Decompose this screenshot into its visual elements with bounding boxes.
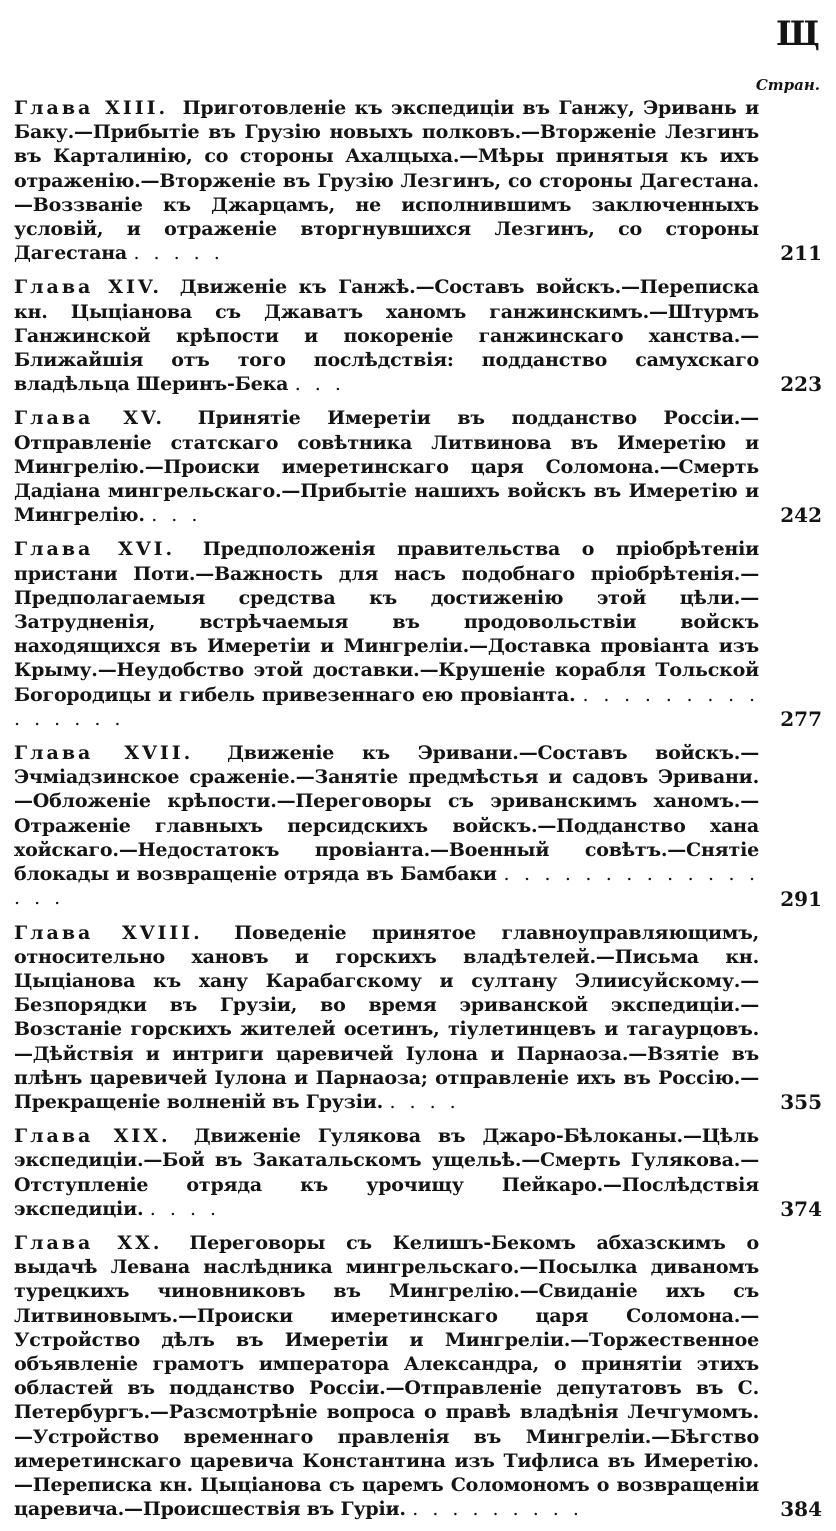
leader-dots: . . . . . . . . . xyxy=(412,1498,583,1521)
entry-text xyxy=(14,406,759,527)
leader-dots: . . . . . xyxy=(133,242,224,265)
chapter-summary: Движеніе къ Эривани.—Составъ войскъ.—Эчміадзинское сраженіе.—Занятіе предмѣстья и садовъ Эривани.—Обложеніе крѣпости.—Переговоры съ эриванскимъ ханомъ.—Отраженіе главныхъ персидскихъ войскъ.—Подданство хана хойскаго.—Недостатокъ провіанта.—Военный совѣтъ.—Снятіе блокады и возвращеніе отряда въ Бамбаки xyxy=(14,742,760,886)
toc-entry xyxy=(14,537,826,731)
chapter-summary: Движеніе къ Ганжѣ.—Составъ войскъ.—Переписка кн. Цыціанова съ Джаватъ ханомъ ганжинскимъ.—Штурмъ Ганжинской крѣпости и покореніе ганжинскаго ханства.—Ближайшія отъ того послѣдствія: подданство самухскаго владѣльца Шеринъ-Бека xyxy=(14,276,760,396)
chapter-label: Глава XIV. xyxy=(14,276,162,299)
chapter-label: Глава XX. xyxy=(14,1231,163,1254)
chapter-summary: Приготовленіе къ экспедиціи въ Ганжу, Эривань и Баку.—Прибытіе въ Грузію новыхъ полковъ.—Вторженіе Лезгинъ въ Карталинію, со стороны Ахалцыха.—Мѣры принятыя къ ихъ отраженію.—Вторженіе въ Грузію Лезгинъ, со стороны Дагестана.—Воззваніе къ Джарцамъ, не исполнившимъ заключенныхъ условій, и отраженіе вторгнувшихся Лезгинъ, со стороны Дагестана xyxy=(14,97,759,265)
page-ref: 242 xyxy=(780,503,822,528)
page-ref: 211 xyxy=(780,241,822,266)
toc-entry xyxy=(14,406,826,527)
leader-dots: . . . . xyxy=(389,1090,460,1113)
page-ref: 223 xyxy=(780,372,822,397)
page-ref: 355 xyxy=(780,1090,822,1115)
entry-text xyxy=(14,921,759,1115)
entry-text xyxy=(14,1124,759,1221)
page-number: Щ xyxy=(776,14,818,54)
page-column-heading: Стран. xyxy=(755,76,820,94)
toc-entry xyxy=(14,921,826,1115)
chapter-summary: Предположенія правительства о пріобрѣтеніи пристани Поти.—Важность для насъ подобнаго пріобрѣтенія.—Предполагаемыя средства къ достиженію этой цѣли.—Затрудненія, встрѣчаемыя въ продовольствіи войскъ находящихся въ Имеретіи и Мингреліи.—Доставка провіанта изъ Крыму.—Неудобство этой доставки.—Крушеніе корабля Тольской Богородицы и гибель привезеннаго ею провіанта. xyxy=(14,538,759,706)
page-ref: 277 xyxy=(780,707,822,732)
entry-text xyxy=(14,741,759,910)
chapter-summary: Движеніе Гулякова въ Джаро-Бѣлоканы.—Цѣль экспедиціи.—Бой въ Закатальскомъ ущельѣ.—Смерть Гулякова.—Отступленіе отряда къ урочищу Пейкаро.—Послѣдствія экспедиціи. xyxy=(14,1125,759,1220)
chapter-label: Глава XVIII. xyxy=(14,921,203,944)
leader-dots: . . . . xyxy=(149,1197,221,1220)
entry-text xyxy=(14,96,759,265)
chapter-label: Глава XVI. xyxy=(14,538,176,561)
leader-dots: . . . . . . . . . . . . . . . xyxy=(14,683,759,730)
leader-dots: . . . xyxy=(294,373,345,396)
entry-text xyxy=(14,1231,759,1521)
entry-text xyxy=(14,275,759,396)
page-ref: 384 xyxy=(780,1497,822,1522)
page-ref: 374 xyxy=(780,1196,822,1221)
toc-entry xyxy=(14,275,826,396)
table-of-contents xyxy=(14,96,826,1531)
leader-dots: . . . xyxy=(151,504,202,527)
toc-entry xyxy=(14,1124,826,1221)
chapter-label: Глава XV. xyxy=(14,407,166,430)
chapter-summary: Поведеніе принятое главноуправляющимъ, относительно хановъ и горскихъ владѣтелей.—Письма кн. Цыціанова къ хану Карабагскому и султану Элиисуйскому.—Безпорядки въ Грузіи, во время эриванской экспедиціи.—Возстаніе горскихъ жителей осетинъ, тіулетинцевъ и тагаурцовъ.—Дѣйствія и интриги царевичей Іулона и Парнаоза.—Взятіе въ плѣнъ царевичей Іулона и Парнаоза; отправленіе ихъ въ Россію.—Прекращеніе волненій въ Грузіи. xyxy=(14,921,759,1113)
chapter-label: Глава XIII. xyxy=(14,97,169,119)
page-ref: 291 xyxy=(780,886,822,911)
chapter-label: Глава XVII. xyxy=(14,742,194,765)
toc-entry xyxy=(14,96,826,265)
toc-entry xyxy=(14,1231,826,1521)
chapter-summary: Принятіе Имеретіи въ подданство Россіи.—Отправленіе статскаго совѣтника Литвинова въ Имеретію и Мингрелію.—Происки имеретинскаго царя Соломона.—Смерть Дадіана мингрельскаго.—Прибытіе нашихъ войскъ въ Имеретію и Мингрелію. xyxy=(14,407,759,527)
entry-text xyxy=(14,537,759,731)
chapter-summary: Переговоры съ Келишъ-Бекомъ абхазскимъ о выдачѣ Левана наслѣдника мингрельскаго.—Посылка диваномъ турецкихъ чиновниковъ въ Мингрелію.—Свиданіе ихъ съ Литвиновымъ.—Происки имеретинскаго царя Соломона.—Устройство дѣлъ въ Имеретіи и Мингреліи.—Торжественное объявленіе грамотъ императора Александра, о принятіи этихъ областей въ подданство Россіи.—Отправленіе депутатовъ въ С. Петербургъ.—Разсмотрѣніе вопроса о правѣ владѣнія Лечгумомъ.—Устройство временнаго правленія въ Мингреліи.—Бѣгство имеретинскаго царевича Константина изъ Тифлиса въ Имеретію.—Переписка кн. Цыціанова съ царемъ Соломономъ о возвращеніи царевича.—Происшествія въ Гуріи. xyxy=(14,1231,759,1521)
leader-dots: . . . . . . . . . . . . . . . . xyxy=(14,863,760,910)
chapter-label: Глава XIX. xyxy=(14,1125,171,1148)
toc-entry xyxy=(14,741,826,910)
